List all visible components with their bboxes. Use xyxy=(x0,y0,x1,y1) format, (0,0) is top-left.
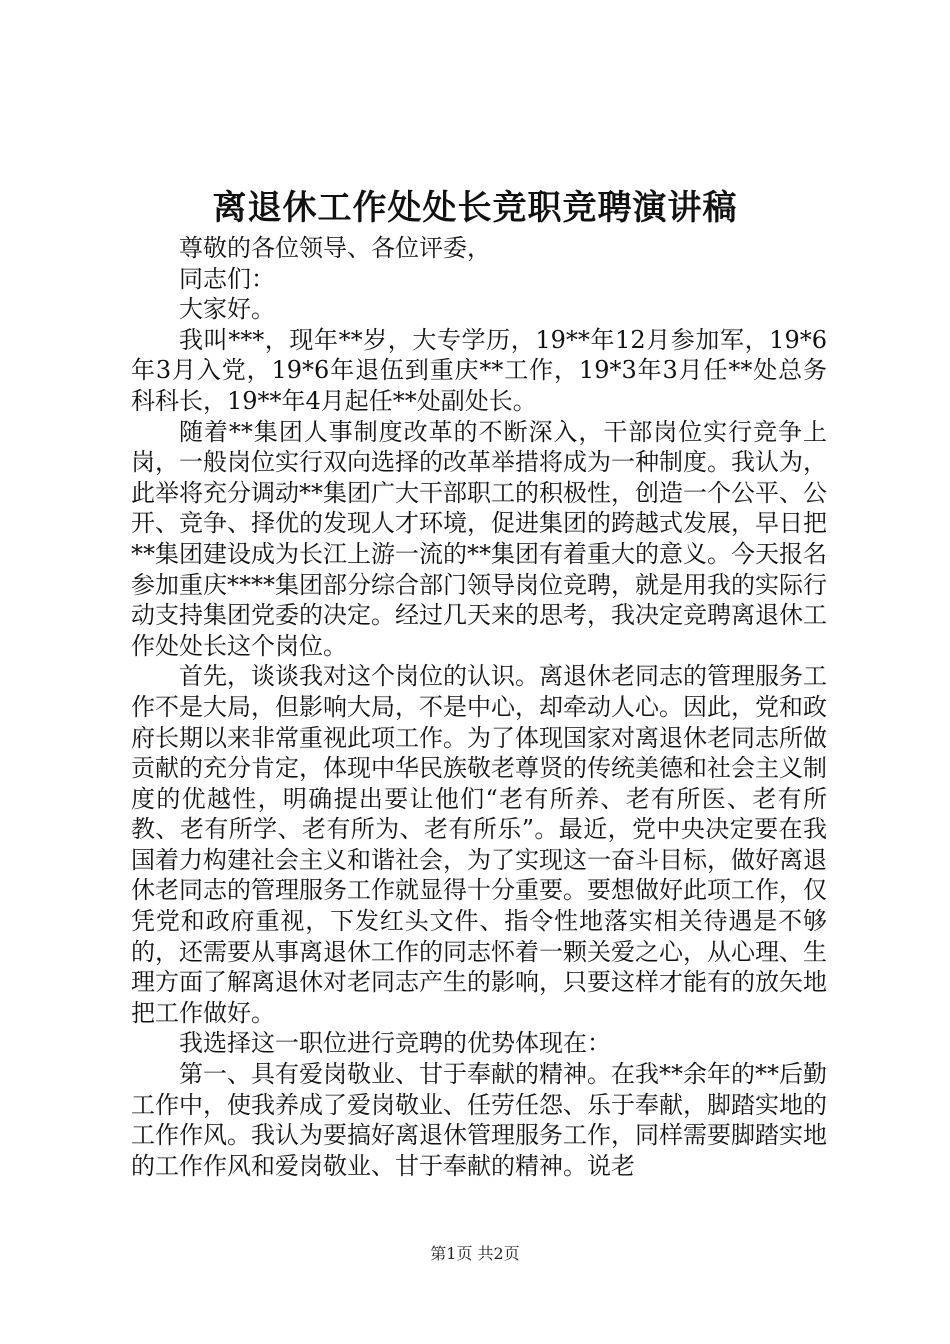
salutation-comrades: 同志们： xyxy=(179,264,275,293)
paragraph-reform-background: 随着**集团人事制度改革的不断深入，干部岗位实行竞争上岗，一般岗位实行双向选择的改革举措将成为一种制度。我认为，此举将充分调动**集团广大干部职工的积极性，创造一个公平、公开、竞争、择优的发现人才环境，促进集团的跨越式发展，早日把**集团建设成为长江上游一流的**集团有着重大的意义。今天报名参加重庆****集团部分综合部门领导岗位竞聘，就是用我的实际行动支持集团党委的决定。经过几天来的思考，我决定竞聘离退休工作处处长这个岗位。 xyxy=(131,417,827,660)
document-title: 离退休工作处处长竞职竞聘演讲稿 xyxy=(212,188,738,228)
document-body xyxy=(131,233,827,1181)
salutation-leaders: 尊敬的各位领导、各位评委， xyxy=(179,234,491,262)
paragraph-advantages-intro: 我选择这一职位进行竞聘的优势体现在： xyxy=(179,1029,611,1058)
paragraph-self-introduction: 我叫***，现年**岁，大专学历，19**年12月参加军，19*6年3月入党，19*6年退伍到重庆**工作，19*3年3月任**处总务科科长，19**年4月起任**处副处长。 xyxy=(131,325,827,415)
paragraph-position-understanding: 首先，谈谈我对这个岗位的认识。离退休老同志的管理服务工作不是大局，但影响大局，不是中心，却牵动人心。因此，党和政府长期以来非常重视此项工作。为了体现国家对离退休老同志所做贡献的充分肯定，体现中华民族敬老尊贤的传统美德和社会主义制度的优越性，明确提出要让他们“老有所养、老有所医、老有所教、老有所学、老有所为、老有所乐”。最近，党中央决定要在我国着力构建社会主义和谐社会，为了实现这一奋斗目标，做好离退休老同志的管理服务工作就显得十分重要。要想做好此项工作，仅凭党和政府重视，下发红头文件、指令性地落实相关待遇是不够的，还需要从事离退休工作的同志怀着一颗关爱之心，从心理、生理方面了解离退休对老同志产生的影响，只要这样才能有的放矢地把工作做好。 xyxy=(131,662,827,1027)
paragraph-advantage-first: 第一、具有爱岗敬业、甘于奉献的精神。在我**余年的**后勤工作中，使我养成了爱岗敬业、任劳任怨、乐于奉献，脚踏实地的工作作风。我认为要搞好离退休管理服务工作，同样需要脚踏实地的工作作风和爱岗敬业、甘于奉献的精神。说老 xyxy=(131,1060,827,1180)
greeting: 大家好。 xyxy=(179,295,275,324)
page-footer: 第1页 共2页 xyxy=(430,1244,520,1263)
